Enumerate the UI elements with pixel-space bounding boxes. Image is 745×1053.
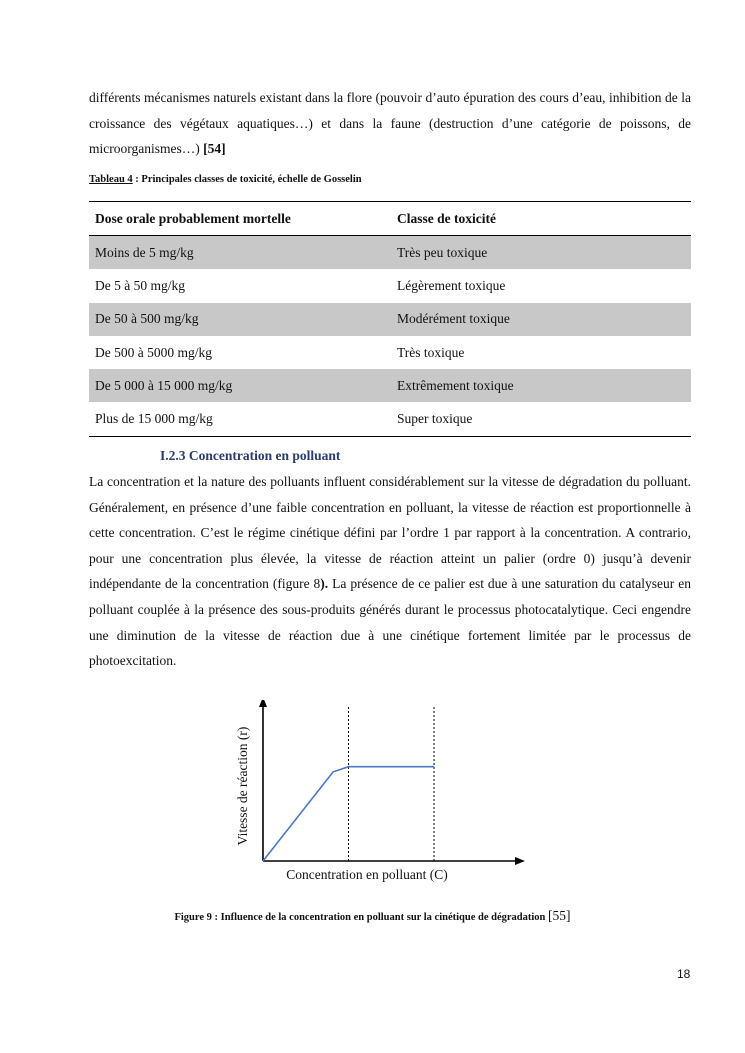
table-caption-text: : Principales classes de toxicité, échelle de Gosselin xyxy=(132,174,362,185)
table-caption xyxy=(89,174,362,185)
class-cell: Très toxique xyxy=(397,344,465,360)
table-row xyxy=(89,303,691,336)
header-class: Classe de toxicité xyxy=(391,202,691,236)
x-axis-arrow xyxy=(515,857,525,865)
section-heading: I.2.3 Concentration en polluant xyxy=(160,448,341,463)
class-cell: Légèrement toxique xyxy=(397,277,506,293)
page-number: 18 xyxy=(677,967,691,981)
toxicity-table xyxy=(89,201,691,437)
x-axis-label: Concentration en polluant (C) xyxy=(286,867,448,882)
dose-cell: Moins de 5 mg/kg xyxy=(89,236,391,270)
main-paragraph xyxy=(89,469,691,674)
class-cell: Très peu toxique xyxy=(391,236,691,270)
citation-55: [55] xyxy=(548,908,571,923)
dose-cell: De 500 à 5000 mg/kg xyxy=(95,344,212,360)
dose-cell: De 50 à 500 mg/kg xyxy=(89,303,391,336)
header-dose: Dose orale probablement mortelle xyxy=(89,202,391,236)
figure-caption xyxy=(0,908,745,924)
main-text-end: La présence de ce palier est due à une saturation du catalyseur en polluant couplée à la présence des sous-produits générés durant le processus photocatalytique. Ceci engendre une diminution de la vitesse de réaction due à une cinétique fortement limitée par le processus de photoexcitation. xyxy=(89,576,691,669)
intro-text: différents mécanismes naturels existant dans la flore (pouvoir d’auto épuration des cours d’eau, inhibition de la croissance des végétaux aquatiques…) et dans la faune (destruction d’une catégorie de poissons, de microorganismes…) xyxy=(89,90,691,157)
dose-cell: De 5 à 50 mg/kg xyxy=(95,277,185,293)
citation-54: [54] xyxy=(203,141,226,157)
table-row xyxy=(89,269,691,302)
class-cell: Modérément toxique xyxy=(391,303,691,336)
main-text: La concentration et la nature des polluants influent considérablement sur la vitesse de dégradation du polluant. Généralement, en présence d’une faible concentration en polluant, la vitesse de réaction est proportionnelle à cette concentration. C’est le régime cinétique défini par l’ordre 1 par rapport à la concentration. A contrario, pour une concentration plus élevée, la vitesse de réaction atteint un palier (ordre 0) jusqu’à devenir indépendante de la concentration (figure 8 xyxy=(89,474,691,592)
rate-concentration-chart xyxy=(225,700,525,895)
dose-cell: Plus de 15 000 mg/kg xyxy=(89,402,391,436)
y-axis-label: Vitesse de réaction (r) xyxy=(235,726,250,846)
class-cell: Extrêmement toxique xyxy=(391,369,691,402)
table-row xyxy=(89,402,691,436)
intro-paragraph xyxy=(89,85,691,162)
main-text-bold: ). xyxy=(320,576,329,592)
dose-cell: De 5 000 à 15 000 mg/kg xyxy=(89,369,391,402)
table-row xyxy=(89,236,691,270)
figure-caption-text: Figure 9 : Influence de la concentration en polluant sur la cinétique de dégradation xyxy=(174,912,549,923)
table-header-row xyxy=(89,202,691,236)
table-row xyxy=(89,336,691,369)
table-row xyxy=(89,369,691,402)
y-axis-arrow xyxy=(259,700,267,707)
table-caption-label: Tableau 4 xyxy=(89,174,133,185)
class-cell: Super toxique xyxy=(391,402,691,436)
